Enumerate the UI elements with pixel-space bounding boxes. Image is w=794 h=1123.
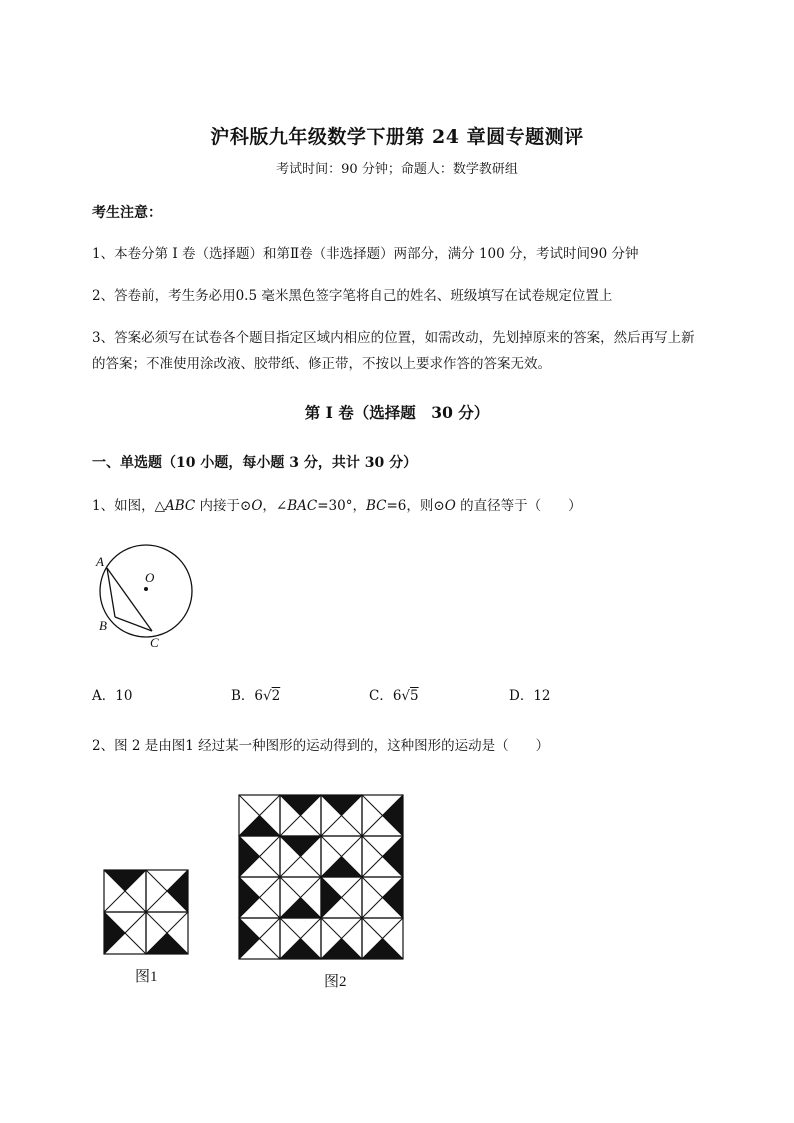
notice-item-1: 1、本卷分第 I 卷（选择题）和第Ⅱ卷（非选择题）两部分，满分 100 分，考试时间90 分钟: [92, 246, 639, 262]
shaded-triangle: [383, 795, 404, 836]
notice-heading: 考生注意：: [92, 205, 162, 221]
shaded-triangle: [321, 857, 362, 878]
center-point: [144, 587, 148, 591]
question-1: 1、如图，△ABC 内接于⊙O，∠BAC=30°，BC=6，则⊙O 的直径等于（ ）: [92, 498, 582, 514]
shaded-triangle: [280, 836, 321, 857]
shaded-triangle: [280, 898, 321, 919]
shaded-triangle: [321, 877, 342, 918]
shaded-triangle: [239, 836, 260, 877]
sqrt-icon: √: [263, 688, 272, 704]
exam-info: 考试时间：90 分钟；命题人：数学教研组: [276, 162, 518, 177]
shaded-triangle: [280, 795, 321, 816]
part-heading: 一、单选题（10 小题，每小题 3 分，共计 30 分）: [92, 455, 418, 471]
page-title: 沪科版九年级数学下册第 24 章圆专题测评: [210, 126, 584, 148]
label-b: B: [99, 618, 107, 633]
sqrt-icon: √: [401, 688, 411, 704]
shaded-triangle: [104, 912, 125, 954]
shaded-triangle: [167, 870, 188, 912]
shaded-triangle: [383, 877, 404, 918]
shaded-triangle: [239, 918, 260, 959]
notice-item-3: 3、答案必须写在试卷各个题目指定区域内相应的位置，如需改动，先划掉原来的答案，然后再写上新: [92, 330, 695, 346]
section-title: 第 I 卷（选择题 30 分）: [304, 403, 490, 422]
shaded-triangle: [321, 939, 362, 960]
question-2: 2、图 2 是由图1 经过某一种图形的运动得到的，这种图形的运动是（ ）: [92, 738, 550, 754]
notice-item-2: 2、答卷前，考生务必用0.5 毫米黑色签字笔将自己的姓名、班级填写在试卷规定位置上: [92, 288, 613, 304]
shaded-triangle: [239, 877, 260, 918]
figure-2-pattern: [239, 795, 403, 959]
shaded-triangle: [280, 939, 321, 960]
notice-item-3-cont: 的答案；不准使用涂改液、胶带纸、修正带，不按以上要求作答的答案无效。: [92, 356, 551, 372]
label-a: A: [96, 554, 104, 569]
option-b[interactable]: B．6√2: [231, 688, 281, 704]
shaded-triangle: [321, 795, 362, 816]
segment-ab: [107, 568, 115, 617]
option-a[interactable]: A．10: [92, 688, 133, 704]
figure-1-label: 图1: [135, 969, 158, 985]
shaded-triangle: [383, 836, 404, 877]
option-d[interactable]: D．12: [509, 688, 551, 704]
label-o: O: [145, 570, 155, 585]
shaded-triangle: [362, 939, 403, 960]
label-c: C: [150, 635, 159, 650]
figure-1-pattern: [104, 870, 188, 954]
figure-2-label: 图2: [324, 974, 347, 990]
option-c[interactable]: C．6√5: [369, 688, 419, 704]
shaded-triangle: [146, 933, 188, 954]
shaded-triangle: [104, 870, 146, 891]
circle-figure: [90, 548, 205, 653]
shaded-triangle: [239, 816, 280, 837]
